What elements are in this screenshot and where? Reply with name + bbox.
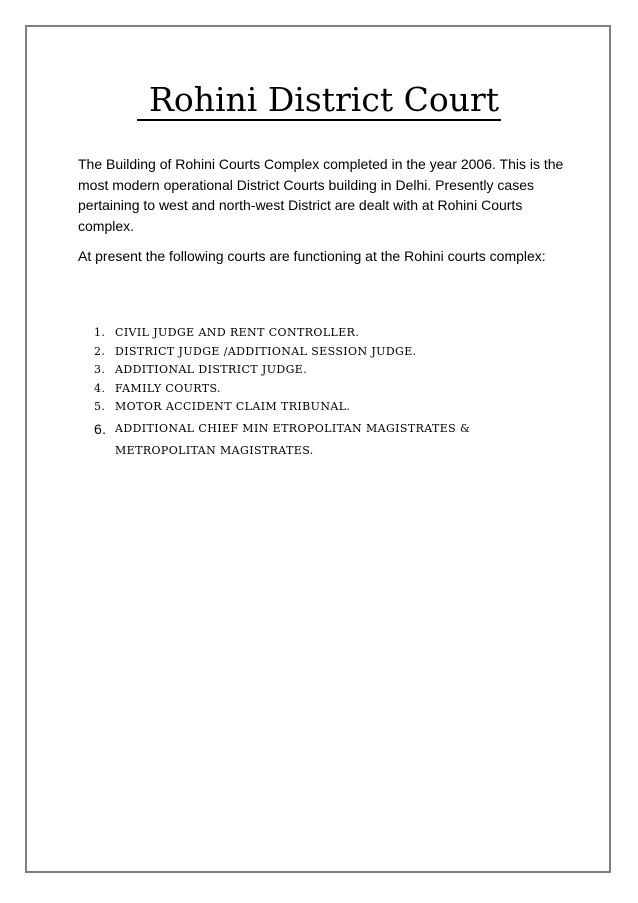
list-item-text: ADDITIONAL DISTRICT JUDGE. [115, 363, 308, 376]
list-item [94, 398, 574, 417]
list-item [94, 324, 574, 343]
list-item-text: FAMILY COURTS. [115, 381, 221, 395]
list-item [94, 380, 574, 399]
intro-paragraph: The Building of Rohini Courts Complex completed in the year 2006. This is the most modern operational District Courts building in Delhi. Presently cases pertaining to west and north-west District are dealt with at Rohini Courts complex. [78, 156, 564, 234]
page-title-text: Rohini District Court [137, 80, 501, 121]
list-item [94, 418, 574, 462]
list-item-text: MOTOR ACCIDENT CLAIM TRIBUNAL. [115, 400, 351, 413]
list-item-number: 6. [94, 420, 107, 437]
list-item-text: DISTRICT JUDGE /ADDITIONAL SESSION JUDGE. [115, 344, 417, 358]
list-item-number: 4. [94, 381, 106, 395]
list-item-number: 5. [94, 400, 106, 413]
list-item-text: CIVIL JUDGE AND RENT CONTROLLER. [115, 326, 360, 339]
list-item-number: 1. [94, 326, 106, 339]
list-item [94, 343, 574, 362]
list-item [94, 361, 574, 380]
court-list [94, 324, 574, 462]
page-title [0, 78, 638, 122]
courts-intro-paragraph: At present the following courts are functioning at the Rohini courts complex: [78, 248, 546, 264]
list-item-number: 2. [94, 344, 106, 358]
list-item-number: 3. [94, 363, 106, 376]
list-item-text: ADDITIONAL CHIEF MIN ETROPOLITAN MAGISTRATES & METROPOLITAN MAGISTRATES. [115, 421, 471, 457]
